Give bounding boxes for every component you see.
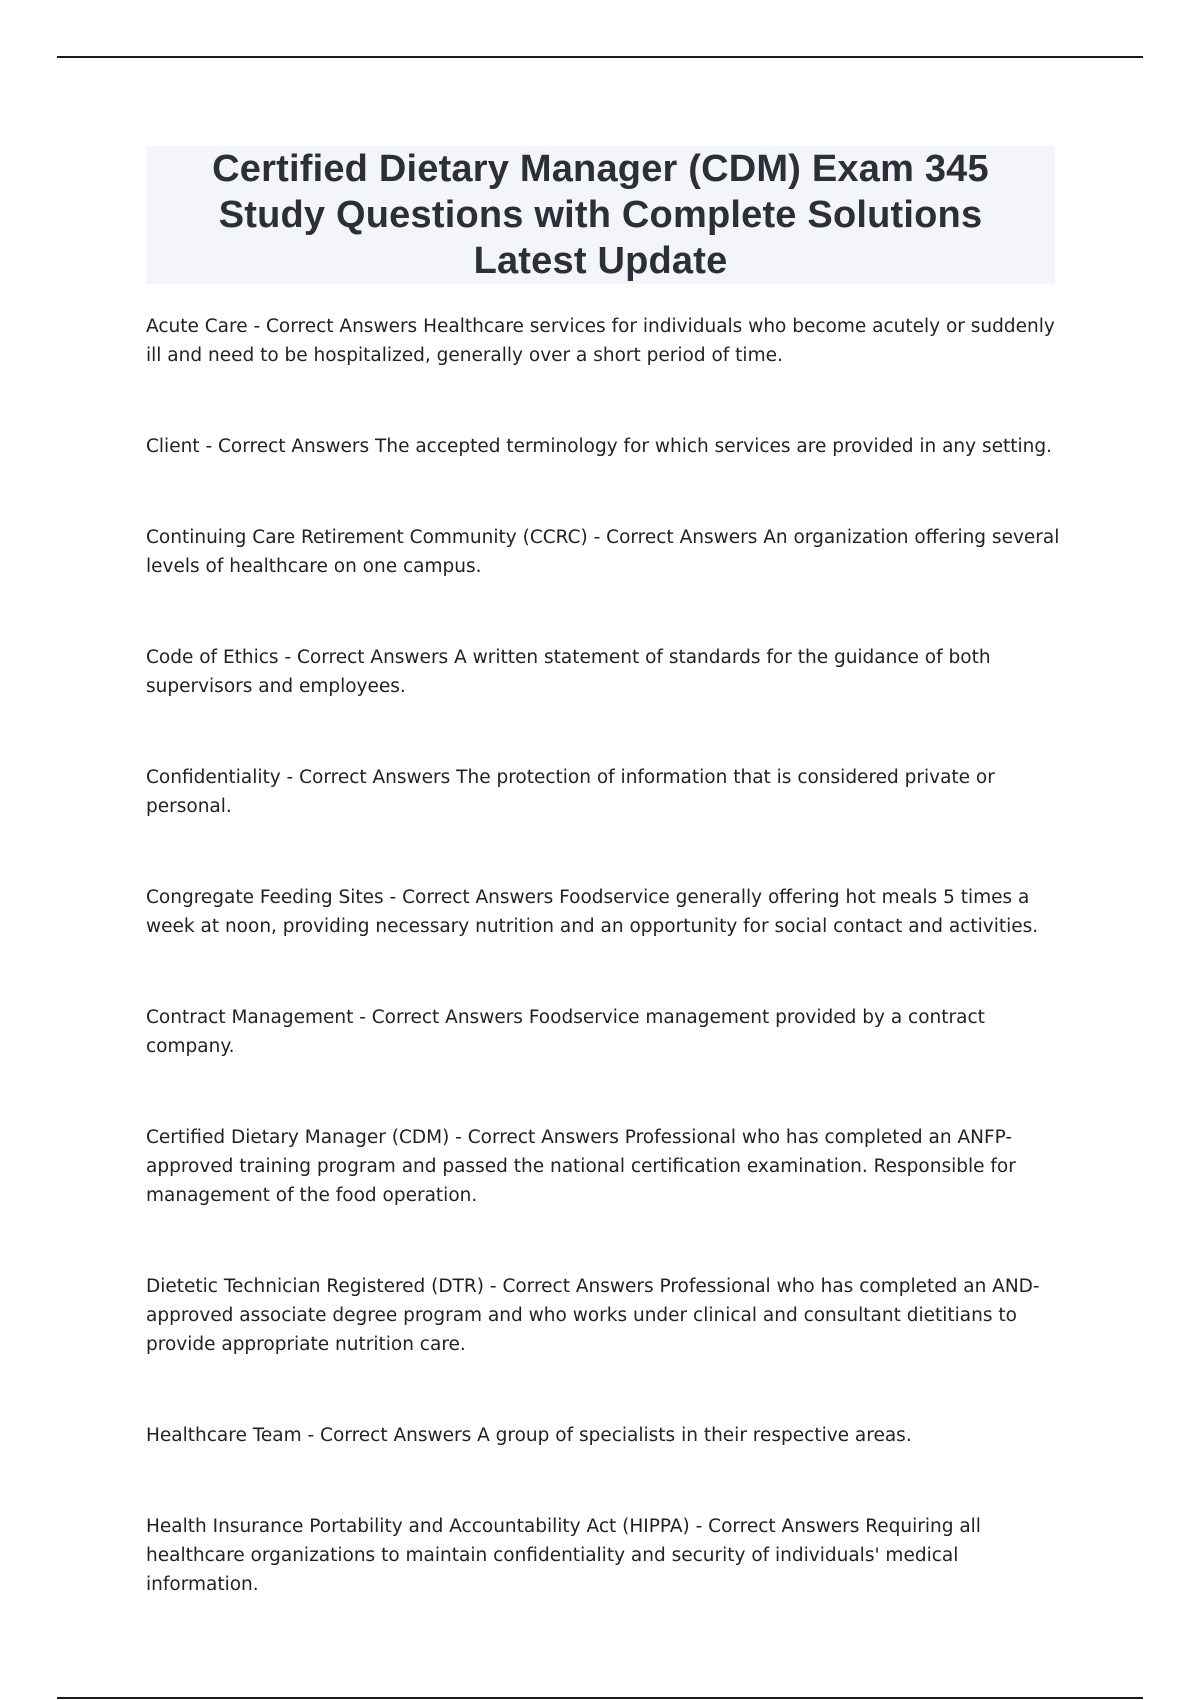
term-entry-congregate-feeding: Congregate Feeding Sites - Correct Answers Foodservice generally offering hot meals 5 times a week at noon, providing necessary nutrition and an opportunity for social contact and activities. [146, 887, 1039, 937]
term-entry-client: Client - Correct Answers The accepted terminology for which services are provided in any setting. [146, 436, 1052, 457]
term-entry-contract-management: Contract Management - Correct Answers Foodservice management provided by a contract company. [146, 1007, 985, 1057]
bottom-rule [57, 1697, 1143, 1699]
term-entry-ccrc: Continuing Care Retirement Community (CCRC) - Correct Answers An organization offering several levels of healthcare on one campus. [146, 527, 1060, 577]
top-rule [57, 56, 1143, 58]
title-line-2: Study Questions with Complete Solutions [218, 194, 983, 236]
term-entry-healthcare-team: Healthcare Team - Correct Answers A group of specialists in their respective areas. [146, 1425, 912, 1446]
title-line-1: Certified Dietary Manager (CDM) Exam 345 [212, 148, 989, 190]
title-line-3: Latest Update [473, 240, 728, 282]
title-banner [146, 146, 1055, 284]
term-entry-code-of-ethics: Code of Ethics - Correct Answers A written statement of standards for the guidance of both supervisors and employees. [146, 647, 991, 697]
term-entry-acute-care: Acute Care - Correct Answers Healthcare services for individuals who become acutely or suddenly ill and need to be hospitalized, generally over a short period of time. [146, 316, 1055, 366]
term-entry-cdm: Certified Dietary Manager (CDM) - Correct Answers Professional who has completed an ANFP-approved training program and passed the national certification examination. Responsible for management of the food operation. [146, 1127, 1016, 1206]
document-title [212, 146, 989, 284]
term-entry-confidentiality: Confidentiality - Correct Answers The protection of information that is considered private or personal. [146, 767, 995, 817]
term-entry-dtr: Dietetic Technician Registered (DTR) - Correct Answers Professional who has completed an AND-approved associate degree program and who works under clinical and consultant dietitians to provide appropriate nutrition care. [146, 1276, 1040, 1355]
term-entry-hipaa: Health Insurance Portability and Accountability Act (HIPPA) - Correct Answers Requiring all healthcare organizations to maintain confidentiality and security of individuals' medical information. [146, 1516, 981, 1595]
term-list [146, 312, 1061, 1661]
